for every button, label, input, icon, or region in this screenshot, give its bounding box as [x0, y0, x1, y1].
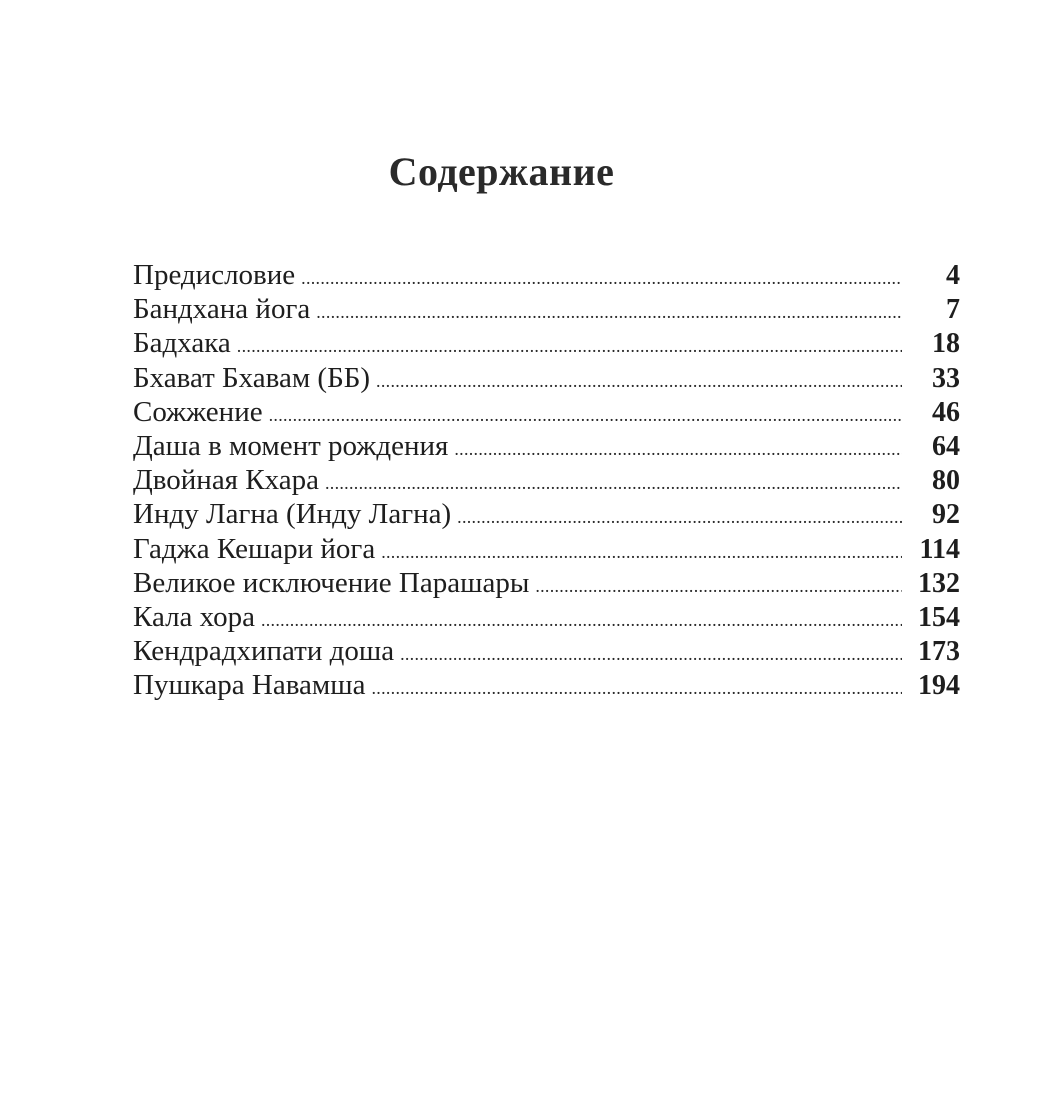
toc-entry-page-number: 4	[946, 260, 960, 291]
toc-entry-label: Бандхана йога	[133, 293, 311, 326]
toc-entry-page-number: 132	[918, 567, 960, 599]
toc-entry	[133, 361, 960, 395]
toc-entry	[133, 600, 960, 634]
dot-leader	[325, 466, 902, 500]
dot-leader	[269, 398, 902, 432]
toc-entry-page-number: 46	[932, 396, 960, 428]
toc-entry-page-number: 64	[932, 430, 960, 462]
page-title: Содержание	[388, 149, 615, 194]
dot-leader	[261, 603, 902, 637]
toc-entry-label: Кендрадхипати доша	[133, 635, 395, 668]
dot-leader	[371, 671, 902, 705]
dot-leader	[457, 500, 902, 534]
toc-entry	[133, 429, 960, 463]
dot-leader	[535, 569, 902, 603]
dot-leader	[316, 295, 902, 329]
toc-entry	[133, 668, 960, 702]
toc-entry	[133, 634, 960, 668]
toc-entry-label: Великое исключение Парашары	[133, 566, 530, 599]
toc-entry	[133, 566, 960, 600]
toc-entry	[133, 497, 960, 531]
toc-entry	[133, 258, 960, 292]
toc-entry	[133, 292, 960, 326]
toc-entry-page-number: 194	[918, 670, 960, 702]
toc-entry-page-number: 114	[919, 533, 960, 565]
table-of-contents	[133, 258, 960, 702]
toc-entry-page-number: 80	[932, 465, 960, 497]
toc-entry-label: Даша в момент рождения	[133, 429, 449, 462]
toc-entry	[133, 395, 960, 429]
toc-entry-label: Инду Лагна (Инду Лагна)	[133, 498, 452, 531]
dot-leader	[301, 261, 902, 295]
dot-leader	[400, 637, 902, 671]
toc-entry-label: Кала хора	[133, 600, 255, 633]
toc-entry-page-number: 18	[932, 328, 960, 360]
toc-entry-label: Гаджа Кешари йога	[133, 532, 376, 565]
dot-leader	[454, 432, 902, 466]
toc-entry-label: Бхават Бхавам (ББ)	[133, 361, 371, 394]
toc-entry-label: Бадхака	[133, 327, 231, 360]
toc-entry-page-number: 173	[918, 636, 960, 668]
toc-entry	[133, 326, 960, 360]
toc-entry-page-number: 33	[932, 362, 960, 394]
toc-entry	[133, 532, 960, 566]
toc-entry	[133, 463, 960, 497]
dot-leader	[237, 329, 902, 363]
toc-entry-page-number: 154	[918, 601, 960, 633]
toc-entry-page-number: 92	[932, 499, 960, 531]
toc-entry-label: Предисловие	[133, 259, 296, 291]
toc-entry-label: Сожжение	[133, 395, 263, 428]
dot-leader	[381, 535, 902, 569]
toc-entry-label: Пушкара Навамша	[133, 669, 366, 702]
toc-entry-page-number: 7	[946, 294, 960, 326]
toc-entry-label: Двойная Кхара	[133, 464, 319, 497]
dot-leader	[376, 364, 902, 398]
